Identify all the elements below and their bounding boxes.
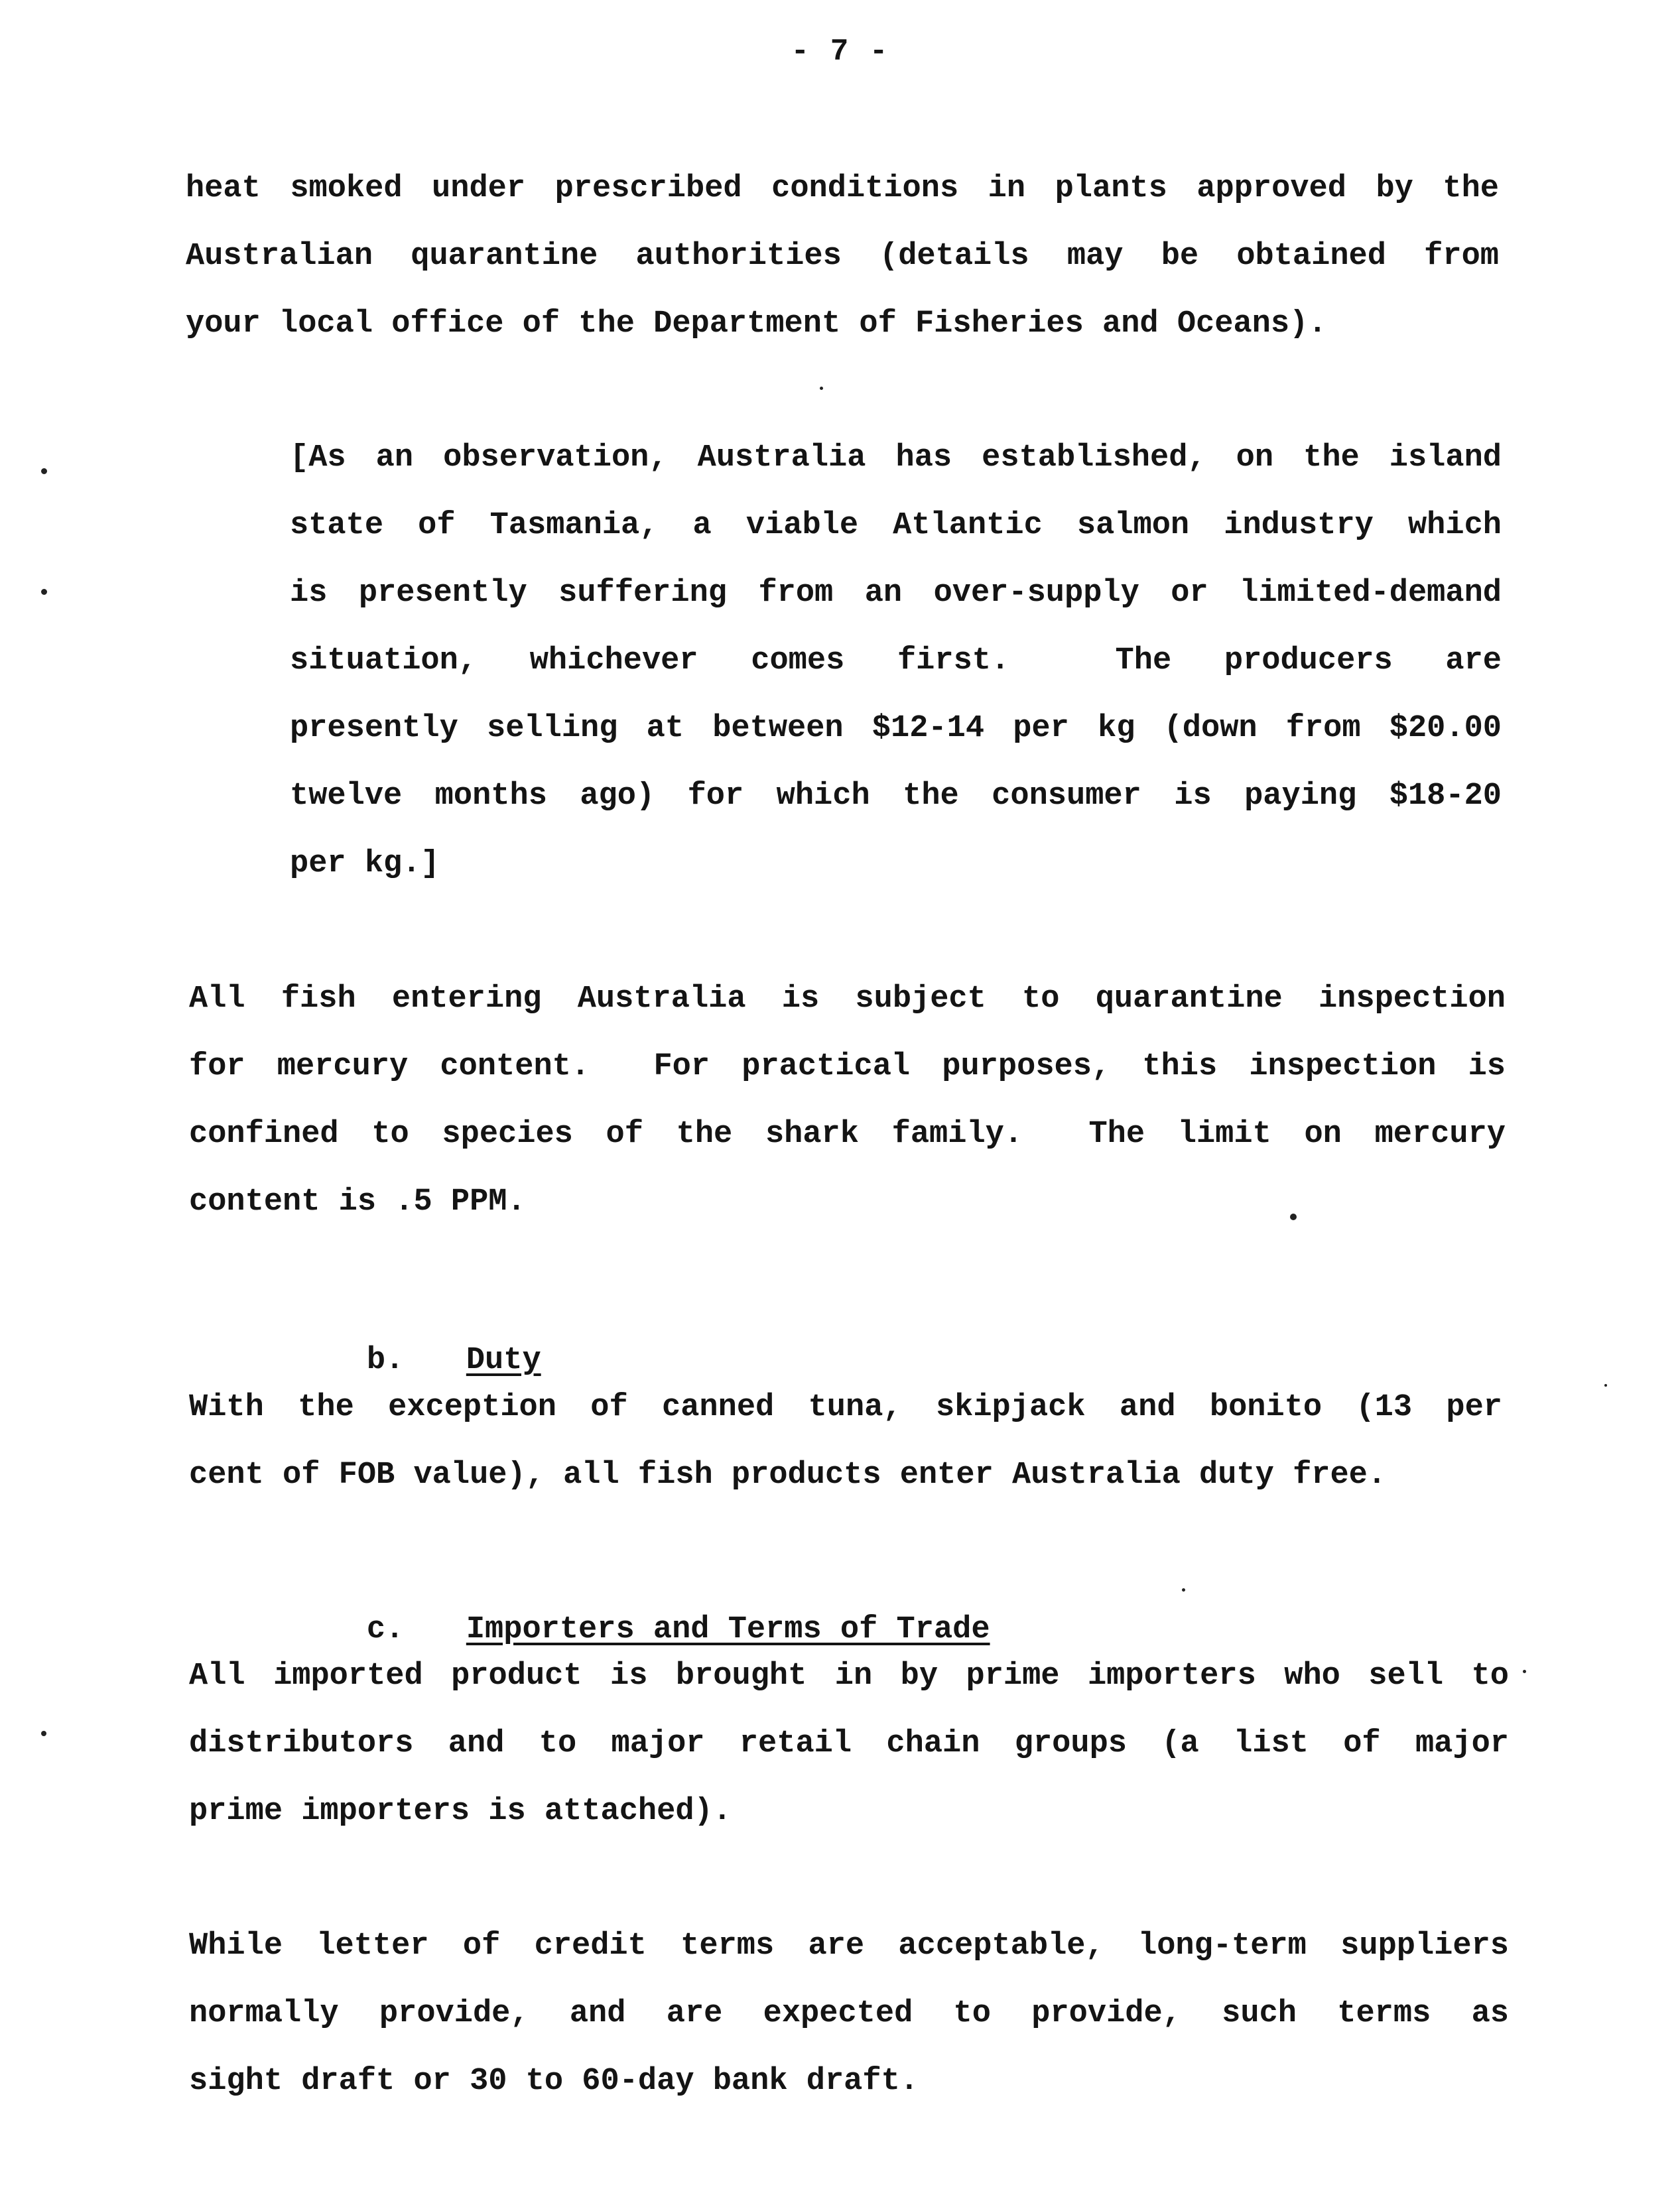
text-line: per kg.]	[290, 846, 440, 881]
text-line: twelve months ago) for which the consumer is paying $18-20	[290, 779, 1502, 814]
scan-speck	[41, 589, 47, 595]
text-line: for mercury content. For practical purposes, this inspection is	[189, 1049, 1506, 1084]
text-line: confined to species of the shark family. The limit on mercury	[189, 1117, 1506, 1152]
paragraph-tasmania-observation	[290, 424, 1502, 898]
scan-speck	[820, 387, 823, 390]
section-title: Importers and Terms of Trade	[466, 1612, 990, 1647]
text-line: While letter of credit terms are acceptable, long-term suppliers	[189, 1928, 1509, 1964]
text-line: With the exception of canned tuna, skipjack and bonito (13 per	[189, 1390, 1502, 1425]
text-line: Australian quarantine authorities (details may be obtained from	[186, 239, 1499, 274]
text-line: normally provide, and are expected to provide, such terms as	[189, 1996, 1509, 2031]
text-line: heat smoked under prescribed conditions in plants approved by the	[186, 171, 1499, 206]
paragraph-terms-of-trade	[189, 1913, 1509, 2115]
section-marker: c.	[366, 1612, 405, 1647]
text-line: content is .5 PPM.	[189, 1184, 526, 1220]
paragraph-duty	[189, 1374, 1502, 1509]
text-line: [As an observation, Australia has established, on the island	[290, 440, 1502, 475]
text-line: All imported product is brought in by prime importers who sell to	[189, 1659, 1509, 1694]
text-line: prime importers is attached).	[189, 1794, 732, 1829]
text-line: situation, whichever comes first. The producers are	[290, 643, 1502, 678]
paragraph-mercury-inspection	[189, 966, 1506, 1236]
text-line: sight draft or 30 to 60-day bank draft.	[189, 2064, 919, 2099]
text-line: your local office of the Department of Fisheries and Oceans).	[186, 306, 1327, 342]
scan-speck	[41, 1731, 46, 1736]
text-line: presently selling at between $12-14 per kg (down from $20.00	[290, 711, 1502, 746]
text-line: is presently suffering from an over-supply or limited-demand	[290, 576, 1502, 611]
scan-speck	[1604, 1384, 1607, 1387]
text-line: cent of FOB value), all fish products enter Australia duty free.	[189, 1458, 1387, 1493]
scan-speck	[1523, 1670, 1526, 1673]
scan-speck	[1290, 1214, 1297, 1220]
paragraph-importers	[189, 1643, 1509, 1846]
text-line: state of Tasmania, a viable Atlantic salmon industry which	[290, 508, 1502, 543]
section-marker: b.	[366, 1343, 405, 1378]
paragraph-quarantine-smoking	[186, 155, 1499, 358]
scan-speck	[41, 468, 47, 474]
scan-speck	[1182, 1588, 1185, 1592]
section-title: Duty	[466, 1343, 541, 1378]
text-line: All fish entering Australia is subject to quarantine inspection	[189, 981, 1506, 1017]
text-line: distributors and to major retail chain groups (a list of major	[189, 1726, 1509, 1761]
page-number: - 7 -	[791, 34, 889, 69]
